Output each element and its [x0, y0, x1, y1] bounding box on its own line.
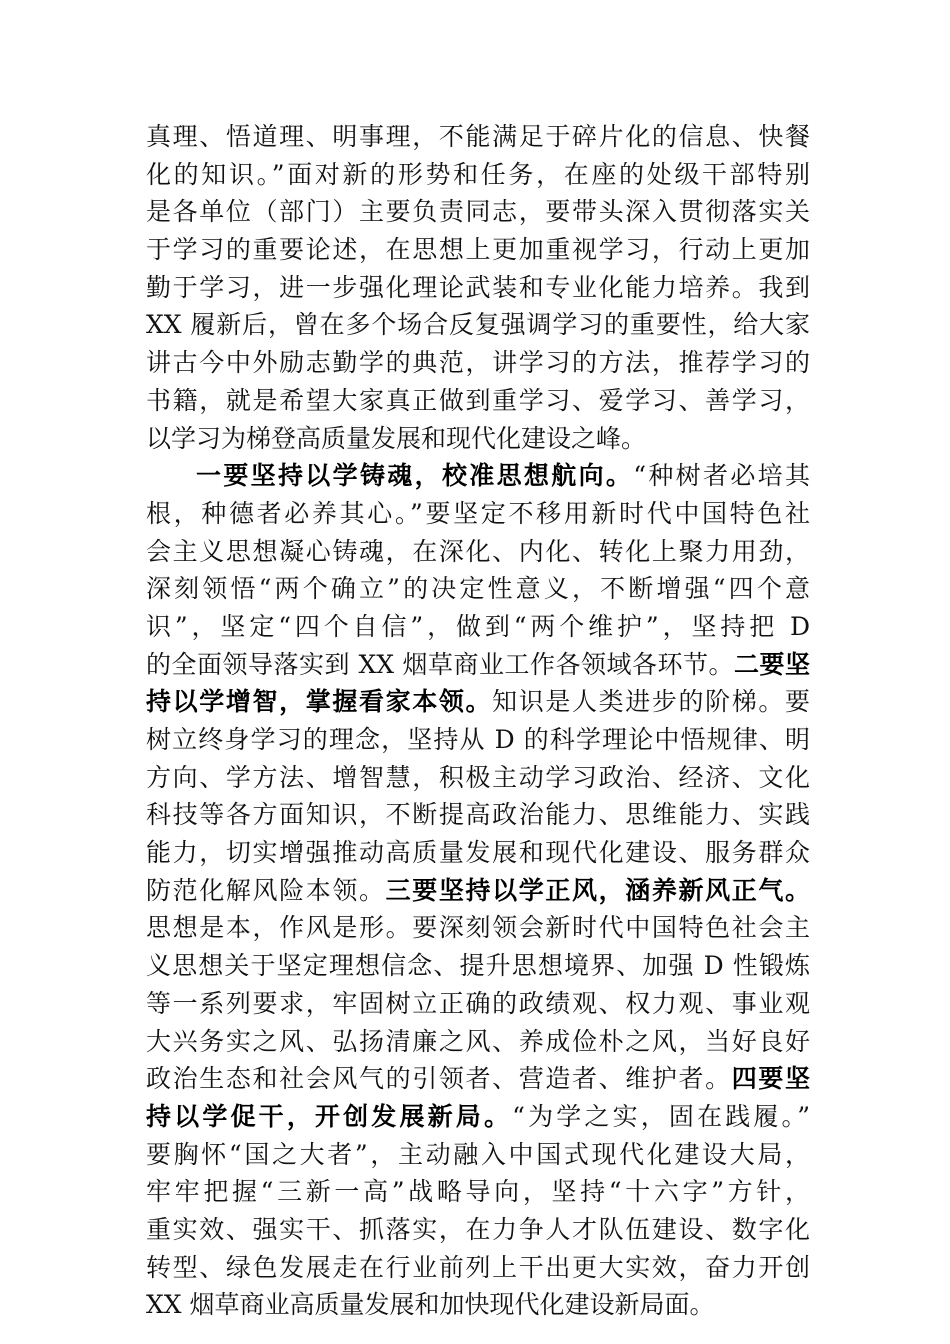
text-line: [146, 608, 810, 646]
body-text-segment: 的全面领导落实到 XX 烟草商业工作各领域各环节。: [146, 649, 734, 679]
text-line: [146, 947, 810, 985]
body-text-segment: 转型、绿色发展走在行业前列上干出更大实效，奋力开创: [146, 1252, 810, 1282]
body-text-segment: 大兴务实之风、弘扬清廉之风、养成俭朴之风，当好良好: [146, 1026, 810, 1056]
body-text-segment: 识”，坚定“四个自信”，做到“两个维护”，坚持把 D: [146, 611, 810, 641]
text-line: [146, 420, 810, 458]
text-line: [146, 1173, 810, 1211]
body-text-segment: “种树者必培其: [633, 461, 810, 491]
body-text-segment: 树立终身学习的理念，坚持从 D 的科学理论中悟规律、明: [146, 725, 810, 754]
text-line: [146, 344, 810, 382]
text-line: [146, 872, 810, 910]
text-line: [146, 382, 810, 420]
body-text-segment: 方向、学方法、增智慧，积极主动学习政治、经济、文化: [146, 762, 810, 792]
body-text-segment: 义思想关于坚定理想信念、提升思想境界、加强 D 性锻炼: [146, 951, 810, 981]
text-line: [146, 646, 810, 684]
text-line: [146, 909, 810, 947]
text-line: [146, 683, 810, 721]
bold-heading-text: 一要坚持以学铸魂，校准思想航向。: [196, 461, 634, 491]
text-line: [146, 1023, 810, 1061]
body-text-segment: 政治生态和社会风气的引领者、营造者、维护者。: [146, 1064, 732, 1094]
text-line: [146, 1060, 810, 1098]
text-line: [146, 1098, 810, 1136]
text-line: [146, 231, 810, 269]
text-line: [146, 156, 810, 194]
text-line: [146, 1211, 810, 1249]
text-line: [146, 193, 810, 231]
text-line: [146, 533, 810, 571]
text-line: [146, 759, 810, 797]
body-text-segment: 以学习为梯登高质量发展和现代化建设之峰。: [146, 423, 647, 453]
body-text-segment: 牢牢把握“三新一高”战略导向，坚持“十六字”方针，: [146, 1177, 810, 1207]
text-line: [146, 269, 810, 307]
body-text-segment: 等一系列要求，牢固树立正确的政绩观、权力观、事业观: [146, 988, 810, 1018]
bold-heading-text: 二要坚: [733, 649, 810, 679]
body-text: [146, 118, 810, 1324]
text-line: [146, 834, 810, 872]
text-line: [146, 306, 810, 344]
text-line: [146, 721, 810, 759]
text-line: [146, 570, 810, 608]
text-line: [146, 1286, 810, 1324]
body-text-segment: 重实效、强实干、抓落实，在力争人才队伍建设、数字化: [146, 1214, 810, 1244]
body-text-segment: 于学习的重要论述，在思想上更加重视学习，行动上更加: [146, 235, 810, 265]
body-text-segment: 化的知识。”面对新的形势和任务，在座的处级干部特别: [146, 159, 810, 189]
body-text-segment: 书籍，就是希望大家真正做到重学习、爱学习、善学习，: [146, 385, 810, 415]
text-line: [146, 118, 810, 156]
bold-heading-text: 持以学促干，开创发展新局。: [146, 1101, 513, 1131]
body-text-segment: 是各单位（部门）主要负责同志，要带头深入贯彻落实关: [146, 197, 810, 227]
body-text-segment: 能力，切实增强推动高质量发展和现代化建设、服务群众: [146, 838, 810, 868]
text-line: [146, 457, 810, 495]
body-text-segment: XX 烟草商业高质量发展和加快现代化建设新局面。: [146, 1290, 715, 1320]
body-text-segment: 真理、悟道理、明事理，不能满足于碎片化的信息、快餐: [146, 122, 810, 151]
body-text-segment: 讲古今中外励志勤学的典范，讲学习的方法，推荐学习的: [146, 348, 810, 378]
body-text-segment: 防范化解风险本领。: [146, 875, 386, 905]
body-text-segment: 会主义思想凝心铸魂，在深化、内化、转化上聚力用劲，: [146, 536, 810, 566]
body-text-segment: 勤于学习，进一步强化理论武装和专业化能力培养。我到: [146, 272, 810, 302]
bold-heading-text: 四要坚: [731, 1064, 810, 1094]
body-text-segment: XX 履新后，曾在多个场合反复强调学习的重要性，给大家: [146, 310, 810, 340]
text-line: [146, 495, 810, 533]
text-line: [146, 1136, 810, 1174]
bold-heading-text: 三要坚持以学正风，涵养新风正气。: [385, 875, 810, 905]
body-text-segment: 思想是本，作风是形。要深刻领会新时代中国特色社会主: [146, 913, 810, 943]
text-line: [146, 1249, 810, 1287]
body-text-segment: 科技等各方面知识，不断提高政治能力、思维能力、实践: [146, 800, 810, 830]
bold-heading-text: 持以学增智，掌握看家本领。: [146, 687, 493, 717]
body-text-segment: “为学之实，固在践履。”: [512, 1101, 811, 1131]
body-text-segment: 深刻领悟“两个确立”的决定性意义，不断增强“四个意: [146, 574, 810, 604]
body-text-segment: 根，种德者必养其心。”要坚定不移用新时代中国特色社: [146, 498, 810, 528]
text-line: [146, 796, 810, 834]
body-text-segment: 知识是人类进步的阶梯。要: [492, 687, 810, 717]
body-text-segment: 要胸怀“国之大者”，主动融入中国式现代化建设大局，: [146, 1139, 810, 1169]
text-line: [146, 985, 810, 1023]
